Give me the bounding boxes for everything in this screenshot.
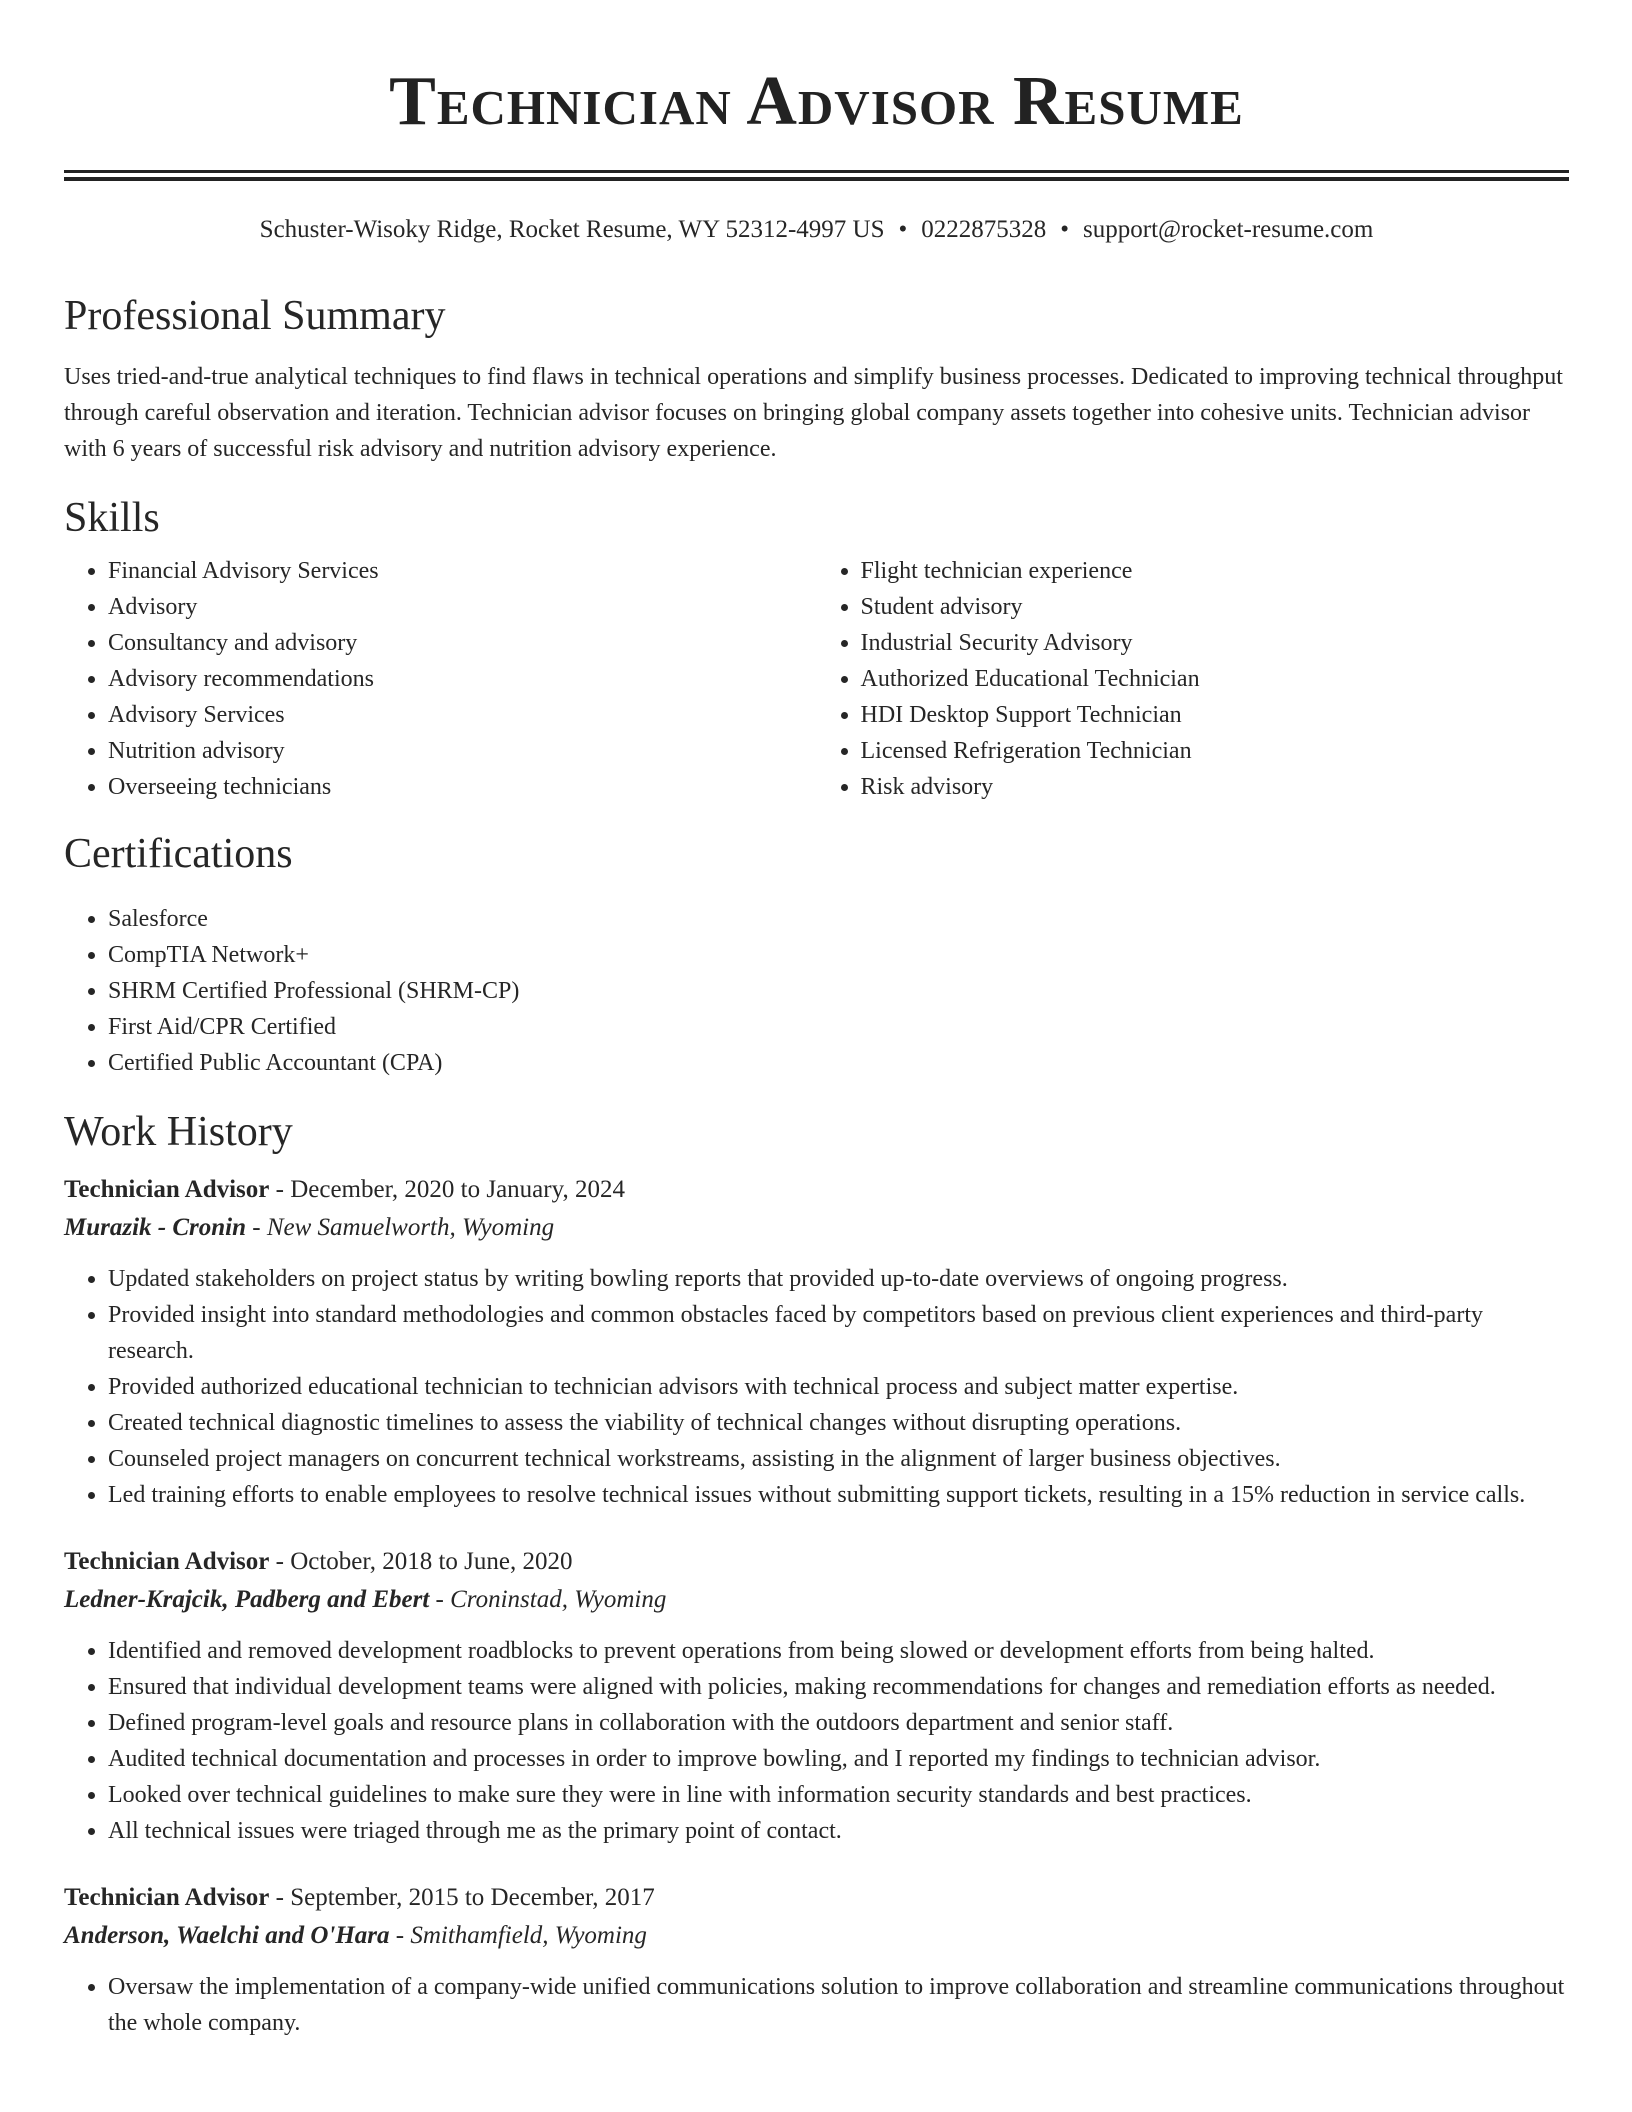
skills-heading: Skills [64,495,160,541]
job-title-line [64,1171,1569,1209]
contact-email: support@rocket-resume.com [1083,216,1374,243]
work-history-heading: Work History [64,1109,293,1155]
job-title: Technician Advisor [64,1176,270,1203]
job-title-line [64,1879,1569,1917]
job-bullets [64,1261,1569,1513]
job-entry [64,1879,1569,2041]
skill-item: • Risk advisory [861,769,1570,805]
resume-page [64,0,1569,2041]
job-bullet: • All technical issues were triaged through me as the primary point of contact. [108,1813,1569,1849]
job-title: Technician Advisor [64,1548,270,1575]
job-entry [64,1543,1569,1849]
contact-separator: • [1060,216,1070,243]
certifications-heading: Certifications [64,831,293,877]
job-bullet: • Audited technical documentation and processes in order to improve bowling, and I reported my findings to technician advisor. [108,1741,1569,1777]
skill-item: • Overseeing technicians [108,769,817,805]
job-company-line [64,1581,1569,1619]
skill-item: • Financial Advisory Services [108,553,817,589]
skill-item: • Advisory recommendations [108,661,817,697]
summary-heading: Professional Summary [64,293,446,339]
skill-item: • Industrial Security Advisory [861,625,1570,661]
certifications-list [64,901,1569,1081]
job-company: Ledner-Krajcik, Padberg and Ebert [64,1586,430,1613]
job-bullet: • Provided authorized educational technician to technician advisors with technical process and subject matter expertise. [108,1369,1569,1405]
skills-left-list [64,553,817,805]
contact-separator: • [898,216,908,243]
title-divider [64,170,1569,181]
job-title: Technician Advisor [64,1884,270,1911]
job-dates: - December, 2020 to January, 2024 [269,1176,625,1203]
skills-columns [64,553,1569,805]
certification-item: • Certified Public Accountant (CPA) [108,1045,1569,1081]
contact-line [64,215,1569,245]
skill-item: • Student advisory [861,589,1570,625]
job-entry [64,1171,1569,1513]
skill-item: • Authorized Educational Technician [861,661,1570,697]
skill-item: • Nutrition advisory [108,733,817,769]
certification-item: • CompTIA Network+ [108,937,1569,973]
job-dates: - September, 2015 to December, 2017 [269,1884,655,1911]
certification-item: • First Aid/CPR Certified [108,1009,1569,1045]
job-bullet: • Created technical diagnostic timelines to assess the viability of technical changes without disrupting operations. [108,1405,1569,1441]
job-bullet: • Led training efforts to enable employees to resolve technical issues without submitting support tickets, resulting in a 15% reduction in service calls. [108,1477,1569,1513]
job-bullet: • Looked over technical guidelines to make sure they were in line with information security standards and best practices. [108,1777,1569,1813]
job-dates: - October, 2018 to June, 2020 [269,1548,573,1575]
job-bullet: • Ensured that individual development teams were aligned with policies, making recommendations for changes and remediation efforts as needed. [108,1669,1569,1705]
contact-phone: 0222875328 [921,216,1047,243]
job-bullet: • Identified and removed development roadblocks to prevent operations from being slowed or development efforts from being halted. [108,1633,1569,1669]
job-bullet: • Provided insight into standard methodologies and common obstacles faced by competitors based on previous client experiences and third-party research. [108,1297,1569,1369]
job-bullet: • Defined program-level goals and resource plans in collaboration with the outdoors department and senior staff. [108,1705,1569,1741]
job-company: Murazik - Cronin [64,1214,247,1241]
summary-text: Uses tried-and-true analytical techniques to find flaws in technical operations and simplify business processes. Dedicated to improving technical throughput through careful observation and iteration. Technician advisor focuses on bringing global company assets together into cohesive units. Technician advisor with 6 years of successful risk advisory and nutrition advisory experience. [64,364,1563,462]
job-location: - Smithamfield, Wyoming [389,1922,647,1949]
job-title-line [64,1543,1569,1581]
skill-item: • Flight technician experience [861,553,1570,589]
contact-address: Schuster-Wisoky Ridge, Rocket Resume, WY 52312-4997 US [259,216,885,243]
certification-item: • SHRM Certified Professional (SHRM-CP) [108,973,1569,1009]
job-company-line [64,1917,1569,1955]
job-company-line [64,1209,1569,1247]
job-location: - Croninstad, Wyoming [429,1586,667,1613]
job-bullet: • Updated stakeholders on project status by writing bowling reports that provided up-to-date overviews of ongoing progress. [108,1261,1569,1297]
certification-item: • Salesforce [108,901,1569,937]
job-location: - New Samuelworth, Wyoming [246,1214,555,1241]
skill-item: • Advisory Services [108,697,817,733]
skill-item: • HDI Desktop Support Technician [861,697,1570,733]
resume-title: Technician Advisor Resume [389,63,1244,140]
job-company: Anderson, Waelchi and O'Hara [64,1922,390,1949]
skill-item: • Advisory [108,589,817,625]
job-bullet: • Oversaw the implementation of a company-wide unified communications solution to improve collaboration and streamline communications throughout the whole company. [108,1969,1569,2041]
job-bullets [64,1633,1569,1849]
job-bullet: • Counseled project managers on concurrent technical workstreams, assisting in the alignment of larger business objectives. [108,1441,1569,1477]
skill-item: • Consultancy and advisory [108,625,817,661]
job-bullets [64,1969,1569,2041]
skills-right-list [817,553,1570,805]
skill-item: • Licensed Refrigeration Technician [861,733,1570,769]
